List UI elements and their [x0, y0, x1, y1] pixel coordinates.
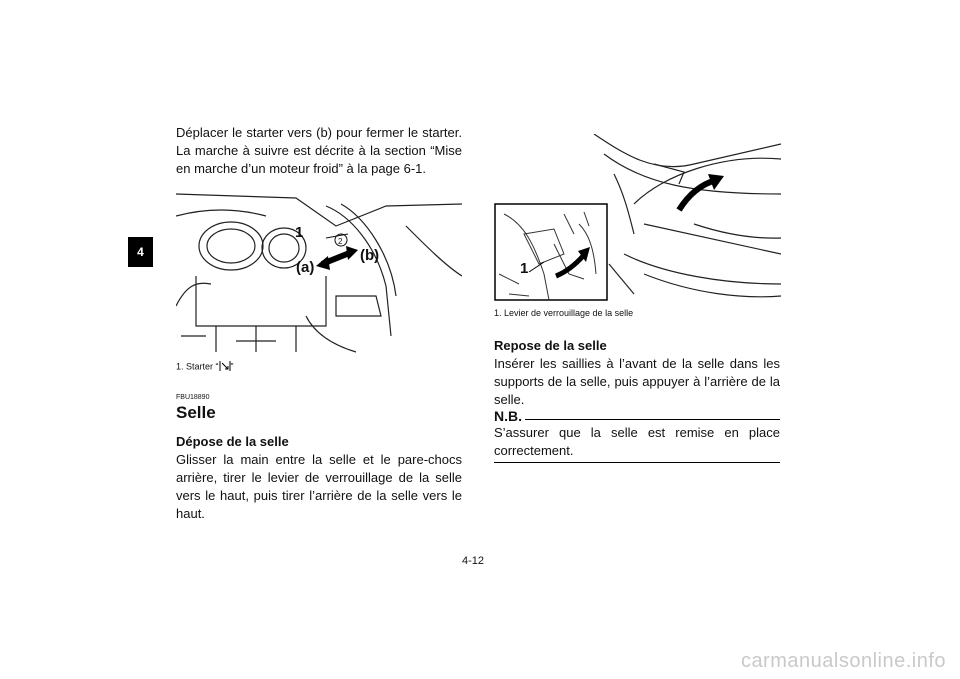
note-divider-bottom — [494, 462, 780, 463]
starter-illustration — [176, 186, 462, 353]
svg-text:2: 2 — [338, 237, 343, 246]
section-code: FBU18890 — [176, 394, 210, 401]
figure1-label-b: (b) — [360, 247, 380, 264]
figure1-caption-text: 1. Starter “ — [176, 361, 219, 372]
installation-paragraph: Insérer les saillies à l’avant de la selle dans les supports de la selle, puis appuyer à l’arrière de la selle. — [494, 356, 780, 407]
removal-paragraph: Glisser la main entre la selle et le pare-chocs arrière, tirer le levier de verrouillage de la selle vers le haut, puis tirer l’arrière de la selle vers le haut. — [176, 452, 462, 521]
installation-heading: Repose de la selle — [494, 338, 607, 353]
figure2-caption: 1. Levier de verrouillage de la selle — [494, 308, 634, 318]
choke-icon — [219, 361, 231, 373]
figure1-callout-1: 1 — [295, 224, 304, 241]
removal-heading: Dépose de la selle — [176, 434, 289, 449]
chapter-tab: 4 — [128, 237, 153, 267]
figure1-caption: 1. Starter “ ” — [176, 361, 234, 372]
section-title: Selle — [176, 403, 216, 422]
note-label: N.B. — [494, 408, 522, 424]
note-divider-top — [525, 419, 780, 420]
figure1-label-a: (a) — [296, 259, 315, 276]
note-text: S’assurer que la selle est remise en place correctement. — [494, 425, 780, 458]
intro-paragraph: Déplacer le starter vers (b) pour fermer le starter. La marche à suivre est décrite à la section “Mise en marche d’un moteur froid” à la page 6-1. — [176, 125, 462, 176]
watermark: carmanualsonline.info — [740, 650, 946, 672]
page-number: 4-12 — [462, 555, 485, 567]
seat-lock-illustration — [494, 134, 781, 302]
figure2-callout-1: 1 — [520, 260, 529, 277]
